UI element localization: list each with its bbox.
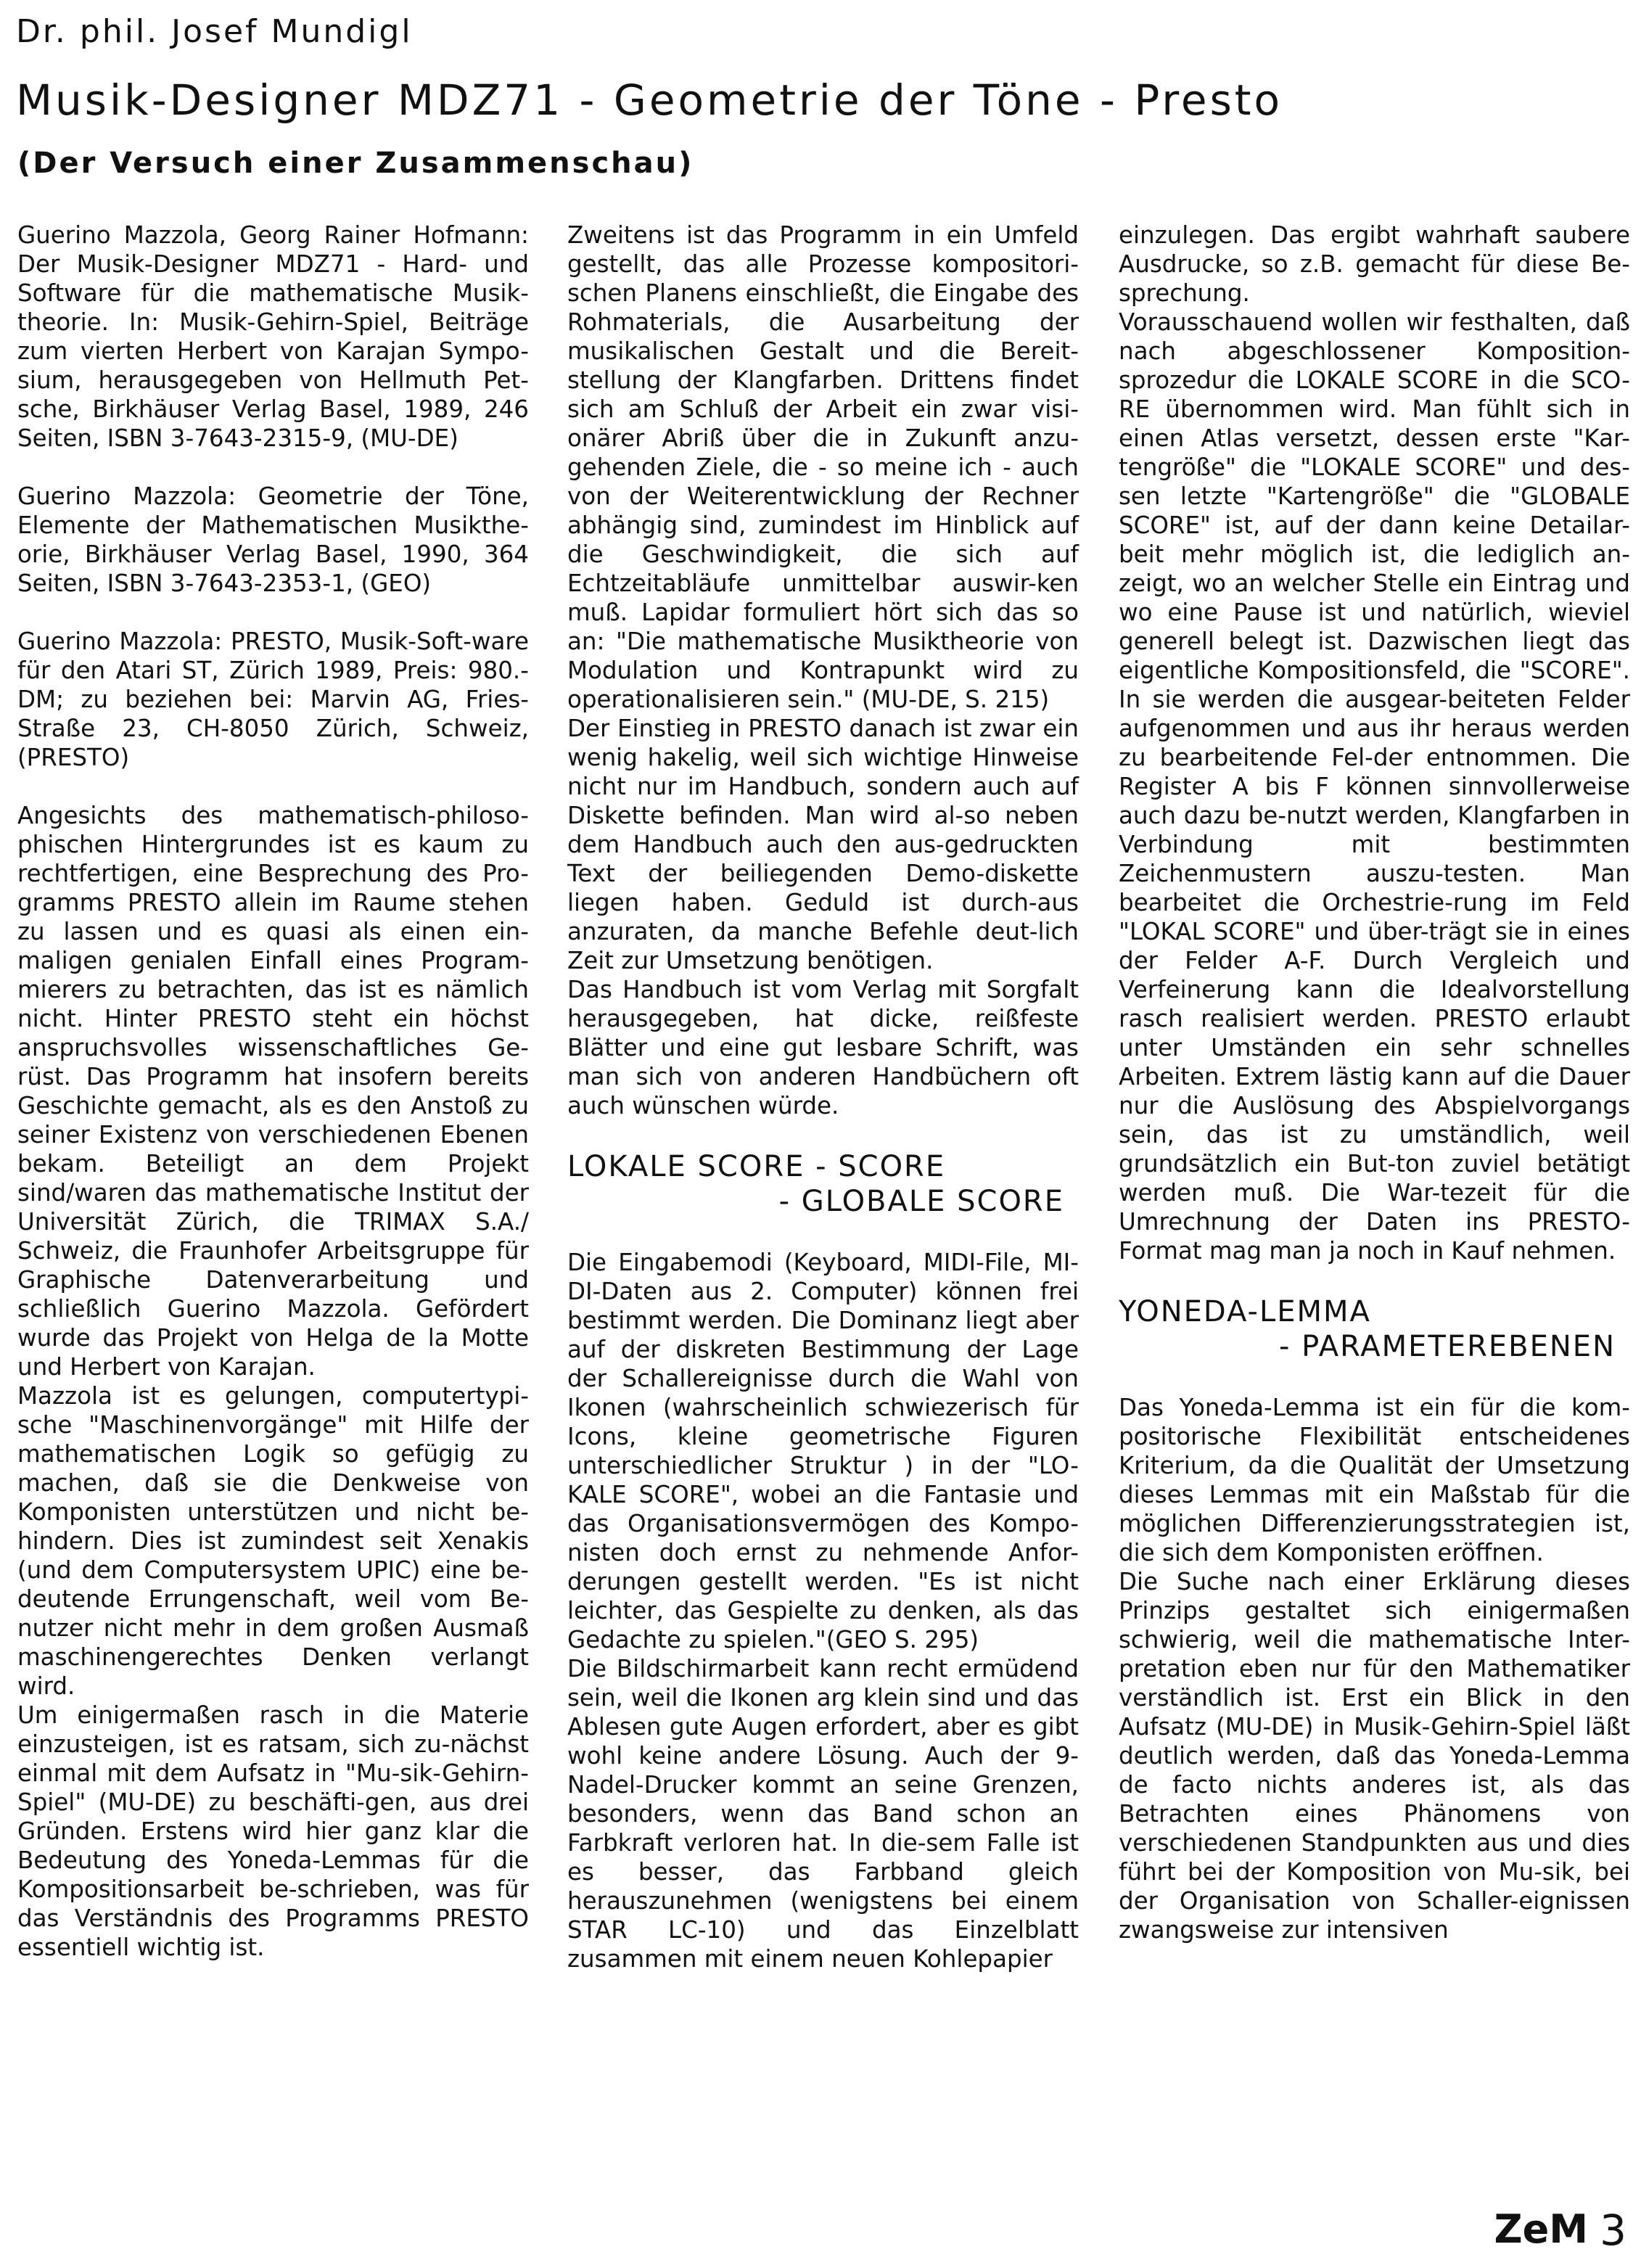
paragraph: Die Suche nach einer Erklärung dieses Prinzips gestaltet sich einigermaßen schwierig, weil die mathematische Inter-pretation eben nur für den Mathematiker verständlich ist. Erst ein Blick in den Aufsatz (MU-DE) in Musik-Gehirn-Spiel läßt deutlich werden, daß das Yoneda-Lemma de facto nichts anderes ist, als das Betrachten eines Phänomens von verschiedenen Standpunkten aus und dies führt bei der Komposition von Mu-sik, bei der Organisation von Schaller-eignissen zwangsweise zur intensiven (1119, 1568, 1630, 1944)
reference-3: Guerino Mazzola: PRESTO, Musik-Soft-ware für den Atari ST, Zürich 1989, Preis: 980.-DM; zu beziehen bei: Marvin AG, Fries-Straße 23, CH-8050 Zürich, Schweiz, (PRESTO) (17, 628, 529, 771)
page-number: 3 (1600, 2206, 1626, 2255)
reference-2: Guerino Mazzola: Geometrie der Töne, Elemente der Mathematischen Musikthe-orie, Birkhäuser Verlag Basel, 1990, 364 Seiten, ISBN 3-7643-2353-1, (GEO) (17, 482, 529, 597)
article-title: Musik-Designer MDZ71 - Geometrie der Töne - Presto (16, 75, 1283, 125)
reference-1: Guerino Mazzola, Georg Rainer Hofmann: Der Musik-Designer MDZ71 - Hard- und Software für die mathematische Musik-theorie. In: Musik-Gehirn-Spiel, Beiträge zum vierten Herbert von Karajan Sympo-sium, herausgegeben von Hellmuth Pet-sche, Birkhäuser Verlag Basel, 1989, 246 Seiten, ISBN 3-7643-2315-9, (MU-DE) (17, 221, 529, 452)
author-line: Dr. phil. Josef Mundigl (16, 13, 413, 50)
paragraph: Zweitens ist das Programm in ein Umfeld gestellt, das alle Prozesse kompositori-schen Planens einschließt, die Eingabe des Rohmaterials, die Ausarbeitung der musikalischen Gestalt und die Bereit-stellung der Klangfarben. Drittens findet sich am Schluß der Arbeit ein zwar visi-onärer Abriß über die in Zukunft anzu-gehenden Ziele, die - so meine ich - auch von der Weiterentwicklung der Rechner abhängig sind, zumindest im Hinblick auf die Geschwindigkeit, die sich auf Echtzeitabläufe unmittelbar auswir-ken muß. Lapidar formuliert hört sich das so an: "Die mathematische Musiktheorie von Modulation und Kontrapunkt wird zu operationalisieren sein." (MU-DE, S. 215) (567, 221, 1079, 713)
column-2 (567, 221, 1079, 1973)
paragraph: Angesichts des mathematisch-philoso-phischen Hintergrundes ist es kaum zu rechtfertigen, eine Besprechung des Pro-gramms PRESTO allein im Raume stehen zu lassen und es quasi als einen ein-maligen genialen Einfall eines Program-mierers zu betrachten, das ist es nämlich nicht. Hinter PRESTO steht ein höchst anspruchsvolles wissenschaftliches Ge-rüst. Das Programm hat insofern bereits Geschichte gemacht, als es den Anstoß zu seiner Existenz von verschiedenen Ebenen bekam. Beteiligt an dem Projekt sind/waren das mathematische Institut der Universität Zürich, die TRIMAX S.A./ Schweiz, die Fraunhofer Arbeitsgruppe für Graphische Datenverarbeitung und schließlich Guerino Mazzola. Gefördert wurde das Projekt von Helga de la Motte und Herbert von Karajan. (17, 802, 529, 1381)
paragraph: Die Eingabemodi (Keyboard, MIDI-File, MI-DI-Daten aus 2. Computer) können frei bestimmt werden. Die Dominanz liegt aber auf der diskreten Bestimmung der Lage der Schallereignisse durch die Wahl von Ikonen (wahrscheinlich schwiezerisch für Icons, kleine geometrische Figuren unterschiedlicher Struktur ) in der "LO-KALE SCORE", wobei an die Fantasie und das Organisationsvermögen des Kompo-nisten doch ernst zu nehmende Anfor-derungen gestellt werden. "Es ist nicht leichter, das Gespielte zu denken, als das Gedachte zu spielen."(GEO S. 295) (567, 1249, 1079, 1653)
paragraph: einzulegen. Das ergibt wahrhaft saubere Ausdrucke, so z.B. gemacht für diese Be-sprechung. (1119, 221, 1630, 307)
paragraph: Um einigermaßen rasch in die Materie einzusteigen, ist es ratsam, sich zu-nächst einmal mit dem Aufsatz in "Mu-sik-Gehirn-Spiel" (MU-DE) zu beschäfti-gen, aus drei Gründen. Erstens wird hier ganz klar die Bedeutung des Yoneda-Lemmas für die Kompositionsarbeit be-schrieben, was für das Verständnis des Programms PRESTO essentiell wichtig ist. (17, 1701, 529, 1961)
paragraph: Vorausschauend wollen wir festhalten, daß nach abgeschlossener Komposition-sprozedur die LOKALE SCORE in die SCO-RE übernommen wird. Man fühlt sich in einen Atlas versetzt, dessen erste "Kar-tengröße" die "LOKALE SCORE" und des-sen letzte "Kartengröße" die "GLOBALE SCORE" ist, auf der dann keine Detailar-beit mehr möglich ist, die lediglich an-zeigt, wo an welcher Stelle ein Eintrag und wo eine Pause ist und natürlich, wieviel generell belegt ist. Dazwischen liegt das eigentliche Kompositionsfeld, die "SCORE". In sie werden die ausgear-beiteten Felder aufgenommen und aus ihr heraus werden zu bearbeitende Fel-der entnommen. Die Register A bis F können sinnvollerweise auch dazu be-nutzt werden, Klangfarben in Verbindung mit bestimmten Zeichenmustern auszu-testen. Man bearbeitet die Orchestrie-rung im Feld "LOKAL SCORE" und über-trägt sie in eines der Felder A-F. Durch Vergleich und Verfeinerung kann die Idealvorstellung rasch realisiert werden. PRESTO erlaubt unter Umständen ein sehr schnelles Arbeiten. Extrem lästig kann auf die Dauer nur die Auslösung des Abspielvorgangs sein, das ist zu umständlich, weil grundsätzlich ein But-ton zuviel betätigt werden muß. Die War-tezeit für die Umrechnung der Daten ins PRESTO-Format mag man ja noch in Kauf nehmen. (1119, 308, 1630, 1265)
column-1 (17, 221, 529, 1962)
paragraph: Das Handbuch ist vom Verlag mit Sorgfalt herausgegeben, hat dicke, reißfeste Blätter und eine gut lesbare Schrift, was man sich von anderen Handbüchern oft auch wünschen würde. (567, 976, 1079, 1119)
zem-logo: ZeM (1494, 2206, 1588, 2252)
section-heading-yoneda-lemma (1119, 1294, 1630, 1364)
paragraph: Die Bildschirmarbeit kann recht ermüdend sein, weil die Ikonen arg klein sind und das Ablesen gute Augen erfordert, aber es gibt wohl keine andere Lösung. Auch der 9-Nadel-Drucker kommt an seine Grenzen, besonders, wenn das Band schon an Farbkraft verloren hat. In die-sem Falle ist es besser, das Farbband gleich herauszunehmen (wenigstens bei einem STAR LC-10) und das Einzelblatt zusammen mit einem neuen Kohlepapier (567, 1655, 1079, 1973)
article-subtitle: (Der Versuch einer Zusammenschau) (17, 147, 694, 180)
heading-line: LOKALE SCORE - SCORE (567, 1150, 946, 1183)
paragraph: Der Einstieg in PRESTO danach ist zwar ein wenig hakelig, weil sich wichtige Hinweise nicht nur im Handbuch, sondern auch auf Diskette befinden. Man wird al-so neben dem Handbuch auch den aus-gedruckten Text der beiliegenden Demo-diskette liegen haben. Geduld ist durch-aus anzuraten, da manche Befehle deut-lich Zeit zur Umsetzung benötigen. (567, 715, 1079, 974)
heading-line: - PARAMETEREBENEN (1279, 1330, 1616, 1363)
heading-line: YONEDA-LEMMA (1119, 1295, 1371, 1328)
column-3 (1119, 221, 1630, 1944)
section-heading-lokale-score (567, 1149, 1079, 1219)
paragraph: Mazzola ist es gelungen, computertypi-sche "Maschinenvorgänge" mit Hilfe der mathematischen Logik so gefügig zu machen, daß sie die Denkweise von Komponisten unterstützen und nicht be-hindern. Dies ist zumindest seit Xenakis (und dem Computersystem UPIC) eine be-deutende Errungenschaft, weil vom Be-nutzer nicht mehr in dem großen Ausmaß maschinengerechtes Denken verlangt wird. (17, 1382, 529, 1700)
paragraph: Das Yoneda-Lemma ist ein für die kom-positorische Flexibilität entscheidenes Kriterium, da die Qualität der Umsetzung dieses Lemmas mit ein Maßstab für die möglichen Differenzierungsstrategien ist, die sich dem Komponisten eröffnen. (1119, 1394, 1630, 1566)
heading-line: - GLOBALE SCORE (778, 1185, 1064, 1218)
